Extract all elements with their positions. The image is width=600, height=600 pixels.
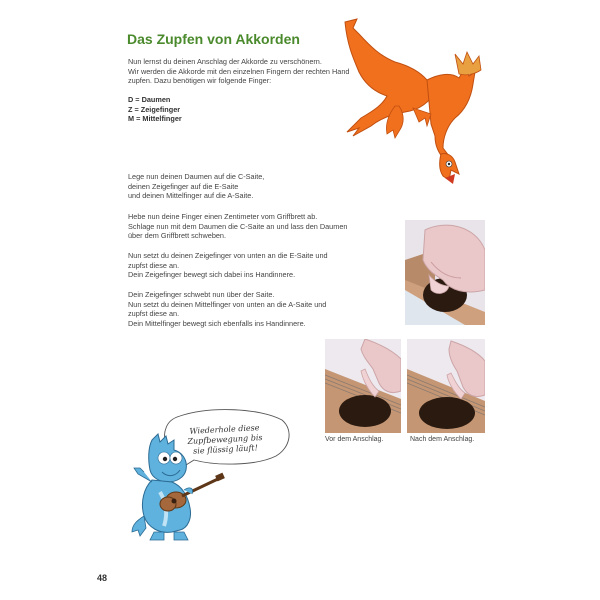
page-title: Das Zupfen von Akkorden xyxy=(127,31,300,47)
text-line: Dein Zeigefinger bewegt sich dabei ins Handinnere. xyxy=(128,270,296,280)
text-line: Wir werden die Akkorde mit den einzelnen Fingern der rechten Hand xyxy=(128,66,350,76)
text-line: Lege nun deinen Daumen auf die C-Saite, xyxy=(128,172,265,181)
intro-paragraph xyxy=(128,57,349,86)
step-1-paragraph xyxy=(128,172,264,201)
finger-legend-item: M = Mittelfinger xyxy=(128,114,182,124)
text-line: Dein Mittelfinger bewegt sich ebenfalls ins Handinnere. xyxy=(128,318,306,328)
step-4-paragraph xyxy=(128,290,326,328)
text-line: Dein Zeigefinger schwebt nun über der Saite. xyxy=(128,290,275,299)
finger-legend xyxy=(128,95,182,124)
text-line: über dem Griffbrett schweben. xyxy=(128,231,227,241)
caption-before: Vor dem Anschlag. xyxy=(325,436,384,443)
text-line: zupfst diese an. xyxy=(128,309,180,319)
bubble-line: Wiederhole diese xyxy=(189,423,260,436)
text-line: und deinen Mittelfinger auf die A-Saite. xyxy=(128,191,254,201)
photo-thumb-pluck xyxy=(405,220,485,325)
text-line: deinen Zeigefinger auf die E-Saite xyxy=(128,181,239,191)
photo-after-stroke xyxy=(407,339,485,433)
step-2-paragraph xyxy=(128,212,347,241)
finger-legend-item: Z = Zeigefinger xyxy=(128,104,181,114)
finger-legend-item: D = Daumen xyxy=(128,95,171,104)
text-line: Nun setzt du deinen Zeigefinger von unten an die E-Saite und xyxy=(128,251,328,260)
text-line: Nun setzt du deinen Mittelfinger von unten an die A-Saite und xyxy=(128,299,327,309)
text-line: Hebe nun deine Finger einen Zentimeter vom Griffbrett ab. xyxy=(128,212,318,221)
text-line: Schlage nun mit dem Daumen die C-Saite an und lass den Daumen xyxy=(128,221,348,231)
bubble-line: Zupfbewegung bis xyxy=(187,433,263,446)
text-line: zupfst diese an. xyxy=(128,260,180,270)
text-line: Nun lernst du deinen Anschlag der Akkorde zu verschönern. xyxy=(128,57,322,66)
blue-dinosaur-illustration xyxy=(130,432,230,542)
caption-after: Nach dem Anschlag. xyxy=(410,436,475,443)
text-line: zupfen. Dazu benötigen wir folgende Finger: xyxy=(128,76,272,86)
orange-dragon-illustration xyxy=(335,14,490,184)
page-number: 48 xyxy=(97,573,108,583)
photo-before-stroke xyxy=(325,339,401,433)
step-3-paragraph xyxy=(128,251,328,280)
bubble-line: sie flüssig läuft! xyxy=(192,443,259,456)
